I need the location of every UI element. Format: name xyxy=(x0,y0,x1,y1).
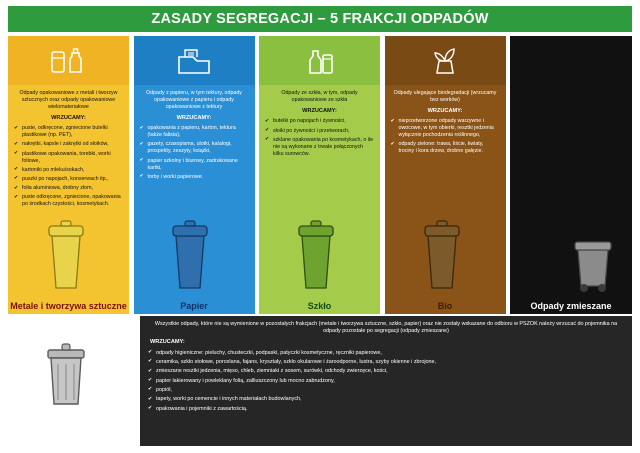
list-item: ✔ kartoniki po mleku/sokach, xyxy=(14,167,123,174)
bin-yellow-icon xyxy=(44,218,88,294)
list-item: ✔ nieprzetworzone odpady warzywne i owocowe, w tym obierki, resztki jedzenia wyłącznie pochodzenia roślinnego, xyxy=(391,118,500,139)
mixed-intro: Wszystkie odpady, które nie są wymienione w pozostałych frakcjach (metale i tworzywa sztuczne, szkło, papier) oraz nie zostały wskazane do odbioru w PSZOK należy wrzucać do pojemnika na odpady pozostałe po segregacji (odpady zmieszane) xyxy=(154,321,618,335)
fraction-label-strip xyxy=(8,298,632,314)
list-item: ✔ puszki po napojach, konserwach itp., xyxy=(14,176,123,183)
label-paper: Papier xyxy=(134,298,255,314)
bin-blue-icon xyxy=(168,218,212,294)
column-header-bio xyxy=(385,36,506,85)
wrzucamy-label: WRZUCAMY: xyxy=(302,107,337,114)
list-item: ✔ papier szkolny i biurowy, zadrukowane kartki, xyxy=(140,158,249,172)
label-bio: Bio xyxy=(385,298,506,314)
list-item: ✔ torby i worki papierowe. xyxy=(140,174,249,181)
trash-bin-icon xyxy=(38,334,96,412)
column-intro: Odpady ze szkła, w tym, odpady opakowaniowe ze szkła xyxy=(281,90,358,103)
mixed-waste-panel xyxy=(140,316,632,446)
paper-box-icon xyxy=(173,45,215,77)
list-item: ✔ plastikowe opakowania, torebki, worki foliowe, xyxy=(14,151,123,165)
column-header-metal-plastic xyxy=(8,36,129,85)
bin-grey-wheelie-icon xyxy=(568,236,620,294)
column-header-mixed xyxy=(510,36,632,85)
glass-bottle-icon xyxy=(299,45,341,77)
mixed-bin-illustration xyxy=(8,316,136,446)
column-header-paper xyxy=(134,36,255,85)
wrzucamy-label: WRZUCAMY: xyxy=(51,114,86,121)
bottle-can-icon xyxy=(46,44,92,78)
list-item: ✔ słoiki po żywności i przetworach, xyxy=(265,128,374,135)
wrzucamy-label: WRZUCAMY: xyxy=(176,114,212,121)
wrzucamy-label: WRZUCAMY: xyxy=(427,107,463,114)
column-intro: Odpady opakowaniowe z metali i tworzyw sztucznych oraz odpady opakowaniowe wielomateriałowe xyxy=(19,90,118,110)
item-list xyxy=(391,118,500,155)
list-item: ✔ zmieszane resztki jedzenia, mięso, chleb, ziemniaki z sosem, surówki, odchody zwierzęce, kości, xyxy=(148,368,624,375)
column-intro: Odpady ulegające biodegradacji (wrzucamy bez worków) xyxy=(393,90,497,103)
page-title: ZASADY SEGREGACJI – 5 FRAKCJI ODPADÓW xyxy=(151,11,489,27)
column-header-glass xyxy=(259,36,380,85)
list-item: ✔ folia aluminiowa, drobny złom, xyxy=(14,185,123,192)
mixed-wrzucamy-label: WRZUCAMY: xyxy=(150,339,185,346)
bin-brown-icon xyxy=(420,218,464,294)
list-item: ✔ opakowania z papieru, karton, tektura (także falista), xyxy=(140,125,249,139)
leaf-plant-icon xyxy=(423,45,467,77)
item-list xyxy=(14,125,123,208)
list-item: ✔ butelki po napojach i żywności, xyxy=(265,118,374,125)
list-item: ✔ papier lakierowany i powleklany folią, zalliuszczony lub mocno zabrudzony, xyxy=(148,378,624,385)
list-item: ✔ popiół, xyxy=(148,387,624,394)
mixed-item-list xyxy=(148,350,624,413)
item-list xyxy=(140,125,249,180)
list-item: ✔ odpady zielone: trawa, liście, kwiaty, trociny i kora drzew, drobne gałęzie. xyxy=(391,141,500,155)
label-metal-plastic: Metale i tworzywa sztuczne xyxy=(8,298,129,314)
item-list xyxy=(265,118,374,157)
list-item: ✔ ceramika, szkło stołowe, porcelana, fajans, kryształy, szkło okularowe i żaroodporne, lustra, szyby okienne i zbrojone, xyxy=(148,359,624,366)
list-item: ✔ tapety, worki po cemencie i innych materiałach budowlanych, xyxy=(148,396,624,403)
page-title-bar xyxy=(8,6,632,32)
list-item: ✔ odpady higieniczne: pieluchy, chusteczki, podpaski, patyczki kosmetyczne, ręczniki papierowe, xyxy=(148,350,624,357)
list-item: ✔ gazety, czasopisma, ulotki, katalogi, prospekty, zeszyty, książki, xyxy=(140,141,249,155)
fraction-columns xyxy=(8,36,632,298)
label-mixed: Odpady zmieszane xyxy=(510,298,632,314)
column-intro: Odpady z papieru, w tym tektury, odpady opakowaniowe z papieru i odpady opakowaniowe z tektury xyxy=(146,90,242,110)
label-glass: Szkło xyxy=(259,298,380,314)
list-item: ✔ opakowania i pojemniki z zawartością. xyxy=(148,406,624,413)
list-item: ✔ puste odkręcone, zgniecione, opakowania po środkach czystości, kosmetykach. xyxy=(14,194,123,208)
list-item: ✔ puste, odkręcone, zgniecione butelki plastikowe (np. PET), xyxy=(14,125,123,139)
list-item: ✔ nakrętki, kapsle i zakrętki od słoików, xyxy=(14,141,123,148)
bin-green-icon xyxy=(294,218,338,294)
list-item: ✔ szklane opakowania po kosmetykach, o ile nie są wykonane z trwale połączonych kilku surowców. xyxy=(265,137,374,158)
